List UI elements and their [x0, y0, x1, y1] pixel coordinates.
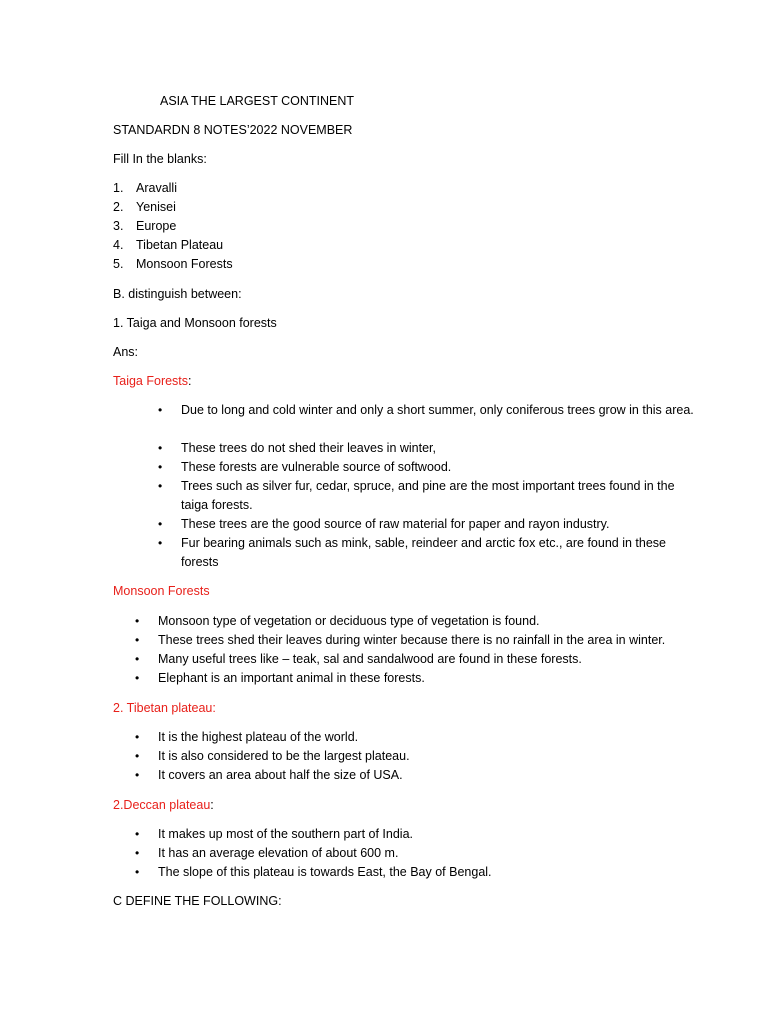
list-text: These trees do not shed their leaves in winter, [181, 441, 437, 455]
list-item [135, 728, 695, 747]
monsoon-heading: Monsoon Forests [113, 584, 210, 598]
list-text: Tibetan Plateau [136, 238, 224, 252]
list-text: It makes up most of the southern part of India. [158, 827, 413, 841]
question-1: 1. Taiga and Monsoon forests [113, 316, 277, 330]
list-text: It is also considered to be the largest plateau. [158, 749, 410, 763]
list-text: Europe [136, 219, 177, 233]
taiga-heading-text: Taiga Forests [113, 374, 189, 388]
list-text: Aravalli [136, 181, 177, 195]
bullet-glyph: • [135, 671, 140, 685]
bullet-glyph: • [135, 846, 140, 860]
bullet-glyph: • [135, 749, 140, 763]
section-a-heading: Fill In the blanks: [113, 152, 207, 166]
list-item [158, 515, 698, 534]
list-item [135, 631, 695, 650]
list-text: Trees such as silver fur, cedar, spruce, and pine are the most important trees found in the taiga forests. [181, 479, 675, 512]
deccan-heading [113, 796, 214, 815]
bullet-glyph: • [135, 652, 140, 666]
list-item [135, 863, 695, 882]
bullet-glyph: • [135, 614, 140, 628]
section-c-heading: C DEFINE THE FOLLOWING: [113, 894, 282, 908]
list-number: 4. [113, 238, 124, 252]
list-item [158, 534, 698, 572]
list-text: Elephant is an important animal in these forests. [158, 671, 425, 685]
bullet-glyph: • [135, 633, 140, 647]
list-item [135, 844, 695, 863]
deccan-heading-text: 2.Deccan plateau [113, 798, 211, 812]
list-item [158, 439, 698, 458]
taiga-heading-colon: : [188, 374, 192, 388]
list-text: Monsoon Forests [136, 257, 233, 271]
bullet-glyph: • [158, 460, 163, 474]
list-item [158, 477, 698, 515]
list-item [113, 255, 673, 274]
list-text: It has an average elevation of about 600 m. [158, 846, 399, 860]
bullet-glyph: • [158, 441, 163, 455]
list-item [135, 650, 695, 669]
list-text: These trees are the good source of raw material for paper and rayon industry. [181, 517, 610, 531]
deccan-heading-colon: : [210, 798, 214, 812]
list-item [135, 766, 695, 785]
list-text: These forests are vulnerable source of softwood. [181, 460, 452, 474]
bullet-glyph: • [135, 865, 140, 879]
list-item [135, 825, 695, 844]
list-number: 5. [113, 257, 124, 271]
bullet-glyph: • [158, 403, 163, 417]
list-text: Due to long and cold winter and only a short summer, only coniferous trees grow in this area. [181, 403, 694, 417]
tibetan-heading: 2. Tibetan plateau: [113, 701, 216, 715]
list-text: Yenisei [136, 200, 176, 214]
list-number: 3. [113, 219, 124, 233]
list-text: It covers an area about half the size of USA. [158, 768, 403, 782]
list-item [135, 747, 695, 766]
list-text: Fur bearing animals such as mink, sable, reindeer and arctic fox etc., are found in these forests [181, 536, 666, 569]
list-item [158, 458, 698, 477]
list-item [113, 198, 673, 217]
list-item [135, 669, 695, 688]
bullet-glyph: • [158, 536, 163, 550]
bullet-glyph: • [135, 827, 140, 841]
section-b-heading: B. distinguish between: [113, 287, 242, 301]
list-text: These trees shed their leaves during winter because there is no rainfall in the area in winter. [158, 633, 666, 647]
taiga-heading [113, 372, 192, 391]
document-subtitle: STANDARDN 8 NOTES’2022 NOVEMBER [113, 123, 353, 137]
list-item [113, 236, 673, 255]
bullet-glyph: • [135, 730, 140, 744]
document-title: ASIA THE LARGEST CONTINENT [160, 94, 355, 108]
bullet-glyph: • [158, 517, 163, 531]
list-item [135, 612, 695, 631]
list-text: Monsoon type of vegetation or deciduous type of vegetation is found. [158, 614, 540, 628]
list-item [113, 217, 673, 236]
list-item [158, 401, 698, 439]
list-text: It is the highest plateau of the world. [158, 730, 359, 744]
bullet-glyph: • [158, 479, 163, 493]
answer-label: Ans: [113, 345, 139, 359]
bullet-glyph: • [135, 768, 140, 782]
list-text: Many useful trees like – teak, sal and sandalwood are found in these forests. [158, 652, 582, 666]
list-number: 2. [113, 200, 124, 214]
list-number: 1. [113, 181, 124, 195]
list-item [113, 179, 673, 198]
list-text: The slope of this plateau is towards East, the Bay of Bengal. [158, 865, 492, 879]
